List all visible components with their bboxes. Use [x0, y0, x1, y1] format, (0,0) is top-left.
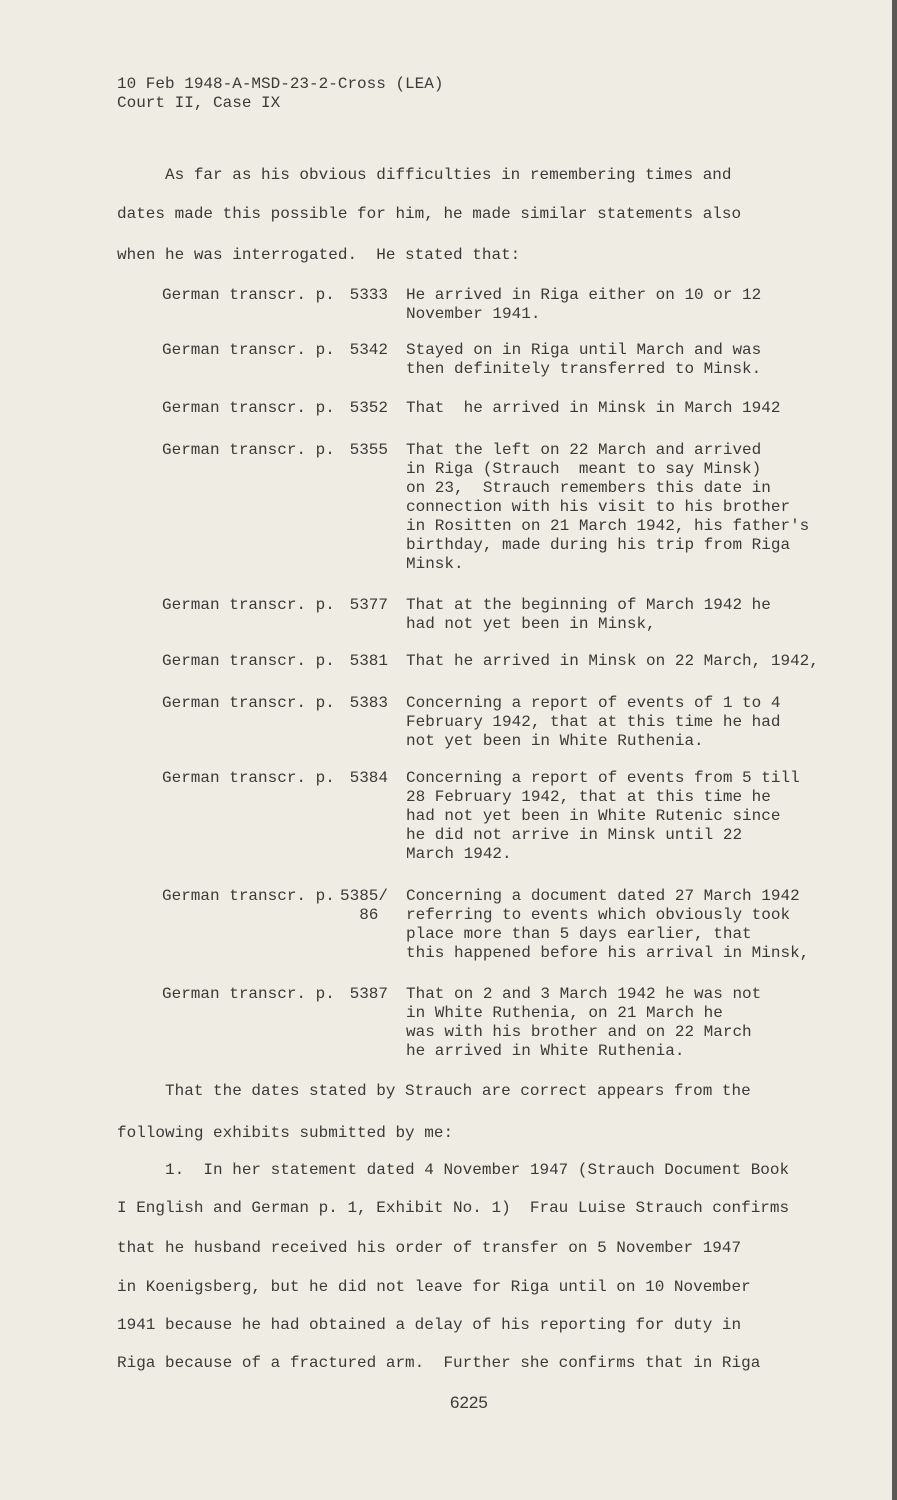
transcript-label: German transcr. p. [162, 652, 335, 670]
transcript-page-number: 5381 [349, 652, 388, 670]
transcript-label: German transcr. p. [162, 596, 335, 614]
transcript-page-number: 5384 [349, 769, 388, 787]
entry-statement-line: Stayed on in Riga until March and was [406, 341, 762, 359]
entry-statement-line: That the left on 22 March and arrived [406, 441, 762, 459]
entry-statement-line: November 1941. [406, 305, 541, 323]
entry-statement-line: place more than 5 days earlier, that [406, 925, 752, 943]
transcript-page-number: 5383 [349, 694, 388, 712]
paragraph-line: 1. In her statement dated 4 November 1947 (Strauch Document Book [117, 1161, 790, 1179]
entry-statement-line: in Rositten on 21 March 1942, his father's [406, 517, 810, 535]
paragraph-line: That the dates stated by Strauch are correct appears from the [117, 1082, 751, 1100]
paragraph-line: 1941 because he had obtained a delay of his reporting for duty in [117, 1316, 742, 1334]
entry-statement-line: birthday, made during his trip from Riga [406, 536, 791, 554]
entry-statement-line: had not yet been in White Rutenic since [406, 807, 781, 825]
paragraph-line: dates made this possible for him, he made similar statements also [117, 205, 742, 223]
transcript-label: German transcr. p. [162, 694, 335, 712]
paragraph-line: when he was interrogated. He stated that: [117, 246, 521, 264]
transcript-page-number: 5333 [349, 286, 388, 304]
transcript-page-number: 5385/ [339, 887, 388, 905]
transcript-page-number: 86 [359, 906, 388, 924]
entry-statement-line: Concerning a report of events from 5 till [406, 769, 800, 787]
entry-statement-line: That he arrived in Minsk on 22 March, 1942, [406, 652, 819, 670]
entry-statement-line: Concerning a document dated 27 March 1942 [406, 887, 800, 905]
entry-statement-line: Minsk. [406, 555, 464, 573]
entry-statement-line: in Riga (Strauch meant to say Minsk) [406, 460, 762, 478]
paragraph-line: following exhibits submitted by me: [117, 1124, 454, 1142]
entry-statement-line: 28 February 1942, that at this time he [406, 788, 771, 806]
paragraph-line: Riga because of a fractured arm. Further she confirms that in Riga [117, 1354, 761, 1372]
document-header-reference: 10 Feb 1948-A-MSD-23-2-Cross (LEA) [117, 75, 444, 93]
entry-statement-line: Concerning a report of events of 1 to 4 [406, 694, 781, 712]
transcript-label: German transcr. p. [162, 399, 335, 417]
entry-statement-line: connection with his visit to his brother [406, 498, 791, 516]
entry-statement-line: March 1942. [406, 845, 512, 863]
document-header-court: Court II, Case IX [117, 94, 281, 112]
transcript-label: German transcr. p. [162, 887, 335, 905]
entry-statement-line: not yet been in White Ruthenia. [406, 732, 704, 750]
paragraph-line: I English and German p. 1, Exhibit No. 1) Frau Luise Strauch confirms [117, 1199, 790, 1217]
transcript-label: German transcr. p. [162, 441, 335, 459]
entry-statement-line: That at the beginning of March 1942 he [406, 596, 771, 614]
entry-statement-line: this happened before his arrival in Minsk, [406, 944, 810, 962]
transcript-label: German transcr. p. [162, 985, 335, 1003]
transcript-page-number: 5352 [349, 399, 388, 417]
entry-statement-line: He arrived in Riga either on 10 or 12 [406, 286, 762, 304]
transcript-label: German transcr. p. [162, 286, 335, 304]
transcript-page-number: 5377 [349, 596, 388, 614]
transcript-page-number: 5355 [349, 441, 388, 459]
entry-statement-line: had not yet been in Minsk, [406, 615, 656, 633]
transcript-page-number: 5342 [349, 341, 388, 359]
transcript-label: German transcr. p. [162, 341, 335, 359]
transcript-label: German transcr. p. [162, 769, 335, 787]
entry-statement-line: was with his brother and on 22 March [406, 1023, 752, 1041]
paragraph-line: As far as his obvious difficulties in remembering times and [117, 166, 732, 184]
paragraph-line: in Koenigsberg, but he did not leave for Riga until on 10 November [117, 1278, 751, 1296]
entry-statement-line: he arrived in White Ruthenia. [406, 1042, 685, 1060]
entry-statement-line: on 23, Strauch remembers this date in [406, 479, 771, 497]
transcript-page-number: 5387 [349, 985, 388, 1003]
entry-statement-line: referring to events which obviously took [406, 906, 791, 924]
entry-statement-line: That on 2 and 3 March 1942 he was not [406, 985, 762, 1003]
paragraph-line: that he husband received his order of transfer on 5 November 1947 [117, 1239, 742, 1257]
entry-statement-line: That he arrived in Minsk in March 1942 [406, 399, 781, 417]
entry-statement-line: then definitely transferred to Minsk. [406, 360, 762, 378]
entry-statement-line: he did not arrive in Minsk until 22 [406, 826, 743, 844]
page-number: 6225 [450, 1393, 488, 1412]
entry-statement-line: in White Ruthenia, on 21 March he [406, 1004, 723, 1022]
page-edge [892, 0, 897, 1500]
entry-statement-line: February 1942, that at this time he had [406, 713, 781, 731]
